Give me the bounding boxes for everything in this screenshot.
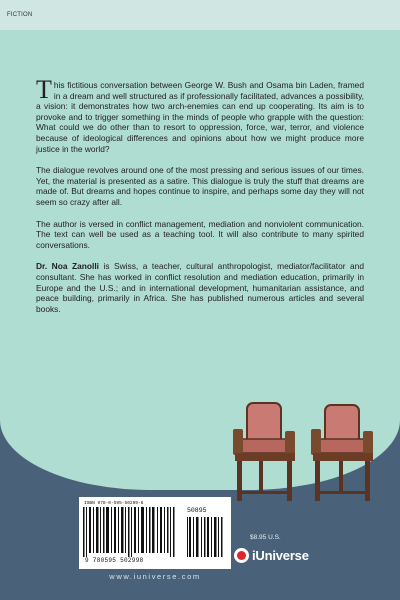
armchairs-illustration bbox=[225, 395, 385, 515]
publisher-name: iUniverse bbox=[252, 548, 309, 563]
drop-cap: T bbox=[36, 75, 52, 104]
author-bio bbox=[36, 261, 364, 314]
publisher-logo bbox=[230, 545, 340, 567]
price: $8.95 U.S. bbox=[250, 534, 281, 541]
author-name: Dr. Noa Zanolli bbox=[36, 261, 99, 272]
paragraph-1 bbox=[36, 75, 364, 154]
back-cover-copy bbox=[36, 75, 364, 325]
left-armchair bbox=[233, 403, 295, 501]
isbn-label: ISBN 978-0-595-50299-8 bbox=[84, 501, 144, 506]
addon-number: 50895 bbox=[187, 507, 207, 514]
barcode-bars bbox=[83, 507, 227, 557]
author-bio-text: is Swiss, a teacher, cultural anthropologist, mediator/facilitator and consultant. She has worked in conflict resolution and mediation education, primarily in Europe and the U.S.; and in international development, humanitarian assistance, and peace building, primarily in Africa. She has published numerous articles and several books. bbox=[36, 261, 364, 314]
genre-label: FICTION bbox=[7, 12, 33, 18]
paragraph-3: The author is versed in conflict management, mediation and nonviolent communication. The text can well be used as a teaching tool. It will also contribute to many spirited conversations. bbox=[36, 218, 364, 250]
barcode bbox=[79, 497, 231, 569]
publisher-url: www.iuniverse.com bbox=[109, 572, 201, 581]
iuniverse-logo-icon bbox=[234, 548, 249, 563]
right-armchair bbox=[311, 405, 373, 501]
isbn-digits: 9 780595 502998 bbox=[85, 557, 144, 564]
paragraph-1-text: his fictitious conversation between George W. Bush and Osama bin Laden, framed in a dream and well structured as if professionally facilitated, advances a possibility, a vision: it demonstrates how two arch-enemies can end up cooperating. Its aim is to provoke and to trigger something in the minds of people who grapple with the question: What could we do other than to resort to oppression, force, war, terror, and violence because of ideological differences and opinions about how we might produce more justice in the world? bbox=[36, 80, 364, 154]
paragraph-2: The dialogue revolves around one of the most pressing and serious issues of our times. Yet, the material is presented as a satire. This dialogue is truly the stuff that dreams are made of. But dreams and hopes continue to inspire, and perhaps some day they will not seem so crazy after all. bbox=[36, 165, 364, 207]
